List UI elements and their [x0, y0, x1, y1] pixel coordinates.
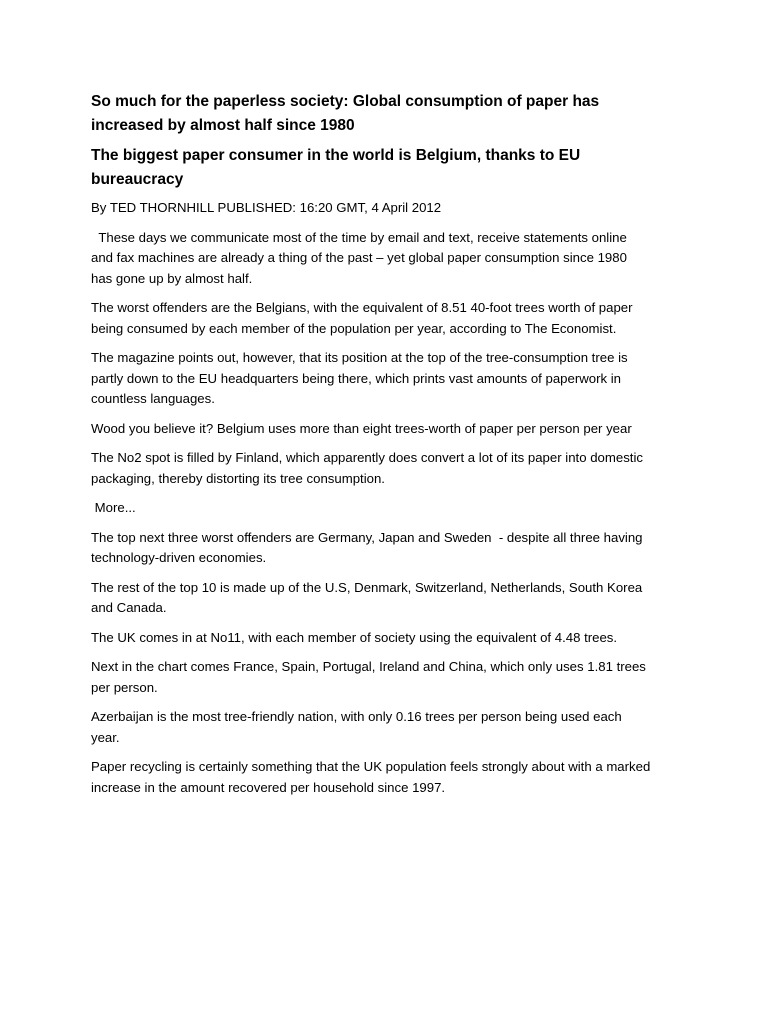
paragraph: Paper recycling is certainly something that the UK population feels strongly about with a marked increase in the amount recovered per household since 1997. — [91, 759, 651, 795]
paragraph: Next in the chart comes France, Spain, Portugal, Ireland and China, which only uses 1.81 trees per person. — [91, 659, 646, 695]
document-page — [91, 90, 651, 807]
paragraph: Wood you believe it? Belgium uses more than eight trees-worth of paper per person per year — [91, 420, 632, 436]
byline: By TED THORNHILL PUBLISHED: 16:20 GMT, 4 April 2012 — [91, 200, 442, 215]
paragraph: These days we communicate most of the time by email and text, receive statements online and fax machines are already a thing of the past – yet global paper consumption since 1980 has gone up by almost half. — [91, 229, 627, 286]
paragraph: The magazine points out, however, that its position at the top of the tree-consumption tree is partly down to the EU headquarters being there, which prints vast amounts of paperwork in countless languages. — [91, 350, 628, 406]
headline: So much for the paperless society: Global consumption of paper has increased by almost half since 1980 — [91, 93, 600, 134]
subheadline: The biggest paper consumer in the world is Belgium, thanks to EU bureaucracy — [91, 147, 581, 188]
paragraph: The rest of the top 10 is made up of the U.S, Denmark, Switzerland, Netherlands, South Korea and Canada. — [91, 579, 643, 615]
paragraph: The UK comes in at No11, with each member of society using the equivalent of 4.48 trees. — [91, 629, 618, 645]
more-link-text: More... — [91, 500, 136, 515]
paragraph: The top next three worst offenders are Germany, Japan and Sweden - despite all three having technology-driven economies. — [91, 529, 643, 565]
paragraph: The worst offenders are the Belgians, with the equivalent of 8.51 40-foot trees worth of paper being consumed by each member of the population per year, according to The Economist. — [91, 300, 633, 336]
paragraph: Azerbaijan is the most tree-friendly nation, with only 0.16 trees per person being used each year. — [91, 709, 622, 745]
paragraph: The No2 spot is filled by Finland, which apparently does convert a lot of its paper into domestic packaging, thereby distorting its tree consumption. — [91, 450, 643, 486]
